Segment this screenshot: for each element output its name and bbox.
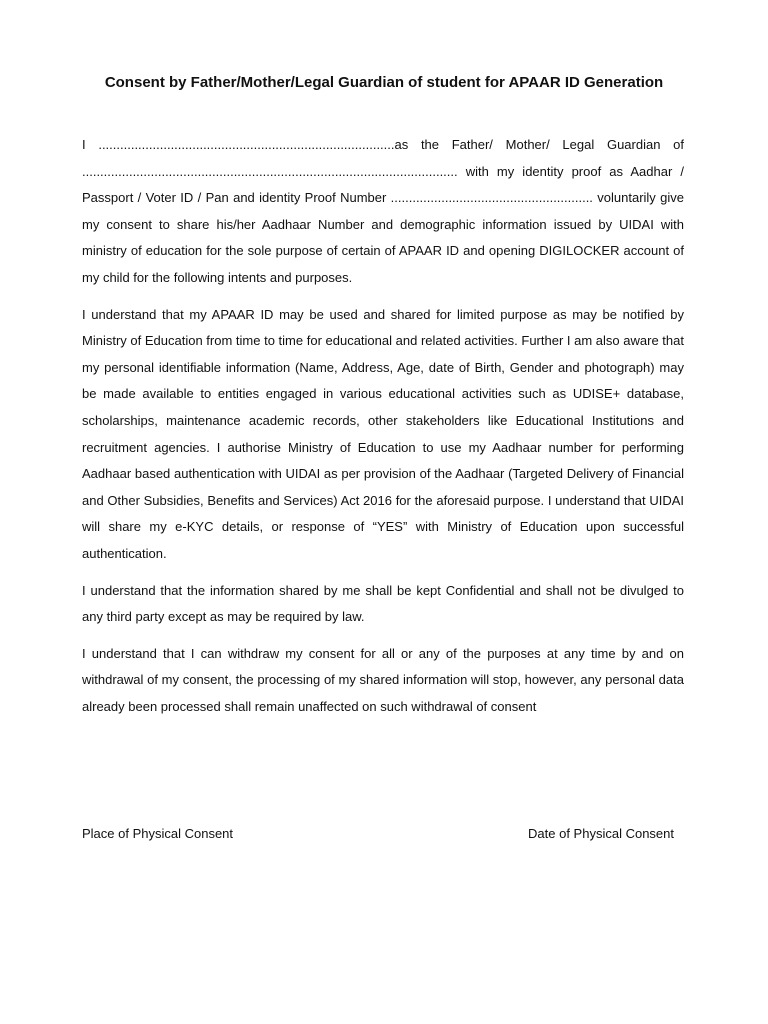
document-body [82, 132, 684, 730]
paragraph-usage-understanding: I understand that my APAAR ID may be used and shared for limited purpose as may be notified by Ministry of Education from time to time for educational and related activities. Further I am also aware that my personal identifiable information (Name, Address, Age, date of Birth, Gender and photograph) may be made available to entities engaged in various educational activities such as UDISE+ database, scholarships, maintenance academic records, other stakeholders like Educational Institutions and recruitment agencies. I authorise Ministry of Education to use my Aadhaar number for performing Aadhaar based authentication with UIDAI as per provision of the Aadhaar (Targeted Delivery of Financial and Other Subsidies, Benefits and Services) Act 2016 for the aforesaid purpose. I understand that UIDAI will share my e-KYC details, or response of “YES” with Ministry of Education upon successful authentication. [82, 306, 684, 561]
place-of-consent-label: Place of Physical Consent [82, 826, 234, 841]
paragraph-withdrawal: I understand that I can withdraw my consent for all or any of the purposes at any time by and on withdrawal of my consent, the processing of my shared information will stop, however, any personal data already been processed shall remain unaffected on such withdrawal of consent [82, 645, 684, 714]
paragraph-confidentiality: I understand that the information shared by me shall be kept Confidential and shall not be divulged to any third party except as may be required by law. [82, 582, 684, 625]
date-of-consent-label: Date of Physical Consent [528, 826, 674, 841]
paragraph-consent-declaration: I ..................................................................................as the Father/ Mother/ Legal Guardian of ........................................................................................................ with my identity proof as Aadhar / Passport / Voter ID / Pan and identity Proof Number ........................................................ voluntarily give my consent to share his/her Aadhaar Number and demographic information issued by UIDAI with ministry of education for the sole purpose of certain of APAAR ID and opening DIGILOCKER account of my child for the following intents and purposes. [82, 137, 684, 285]
document-title: Consent by Father/Mother/Legal Guardian of student for APAAR ID Generation [104, 74, 664, 91]
signature-footer [82, 826, 674, 841]
